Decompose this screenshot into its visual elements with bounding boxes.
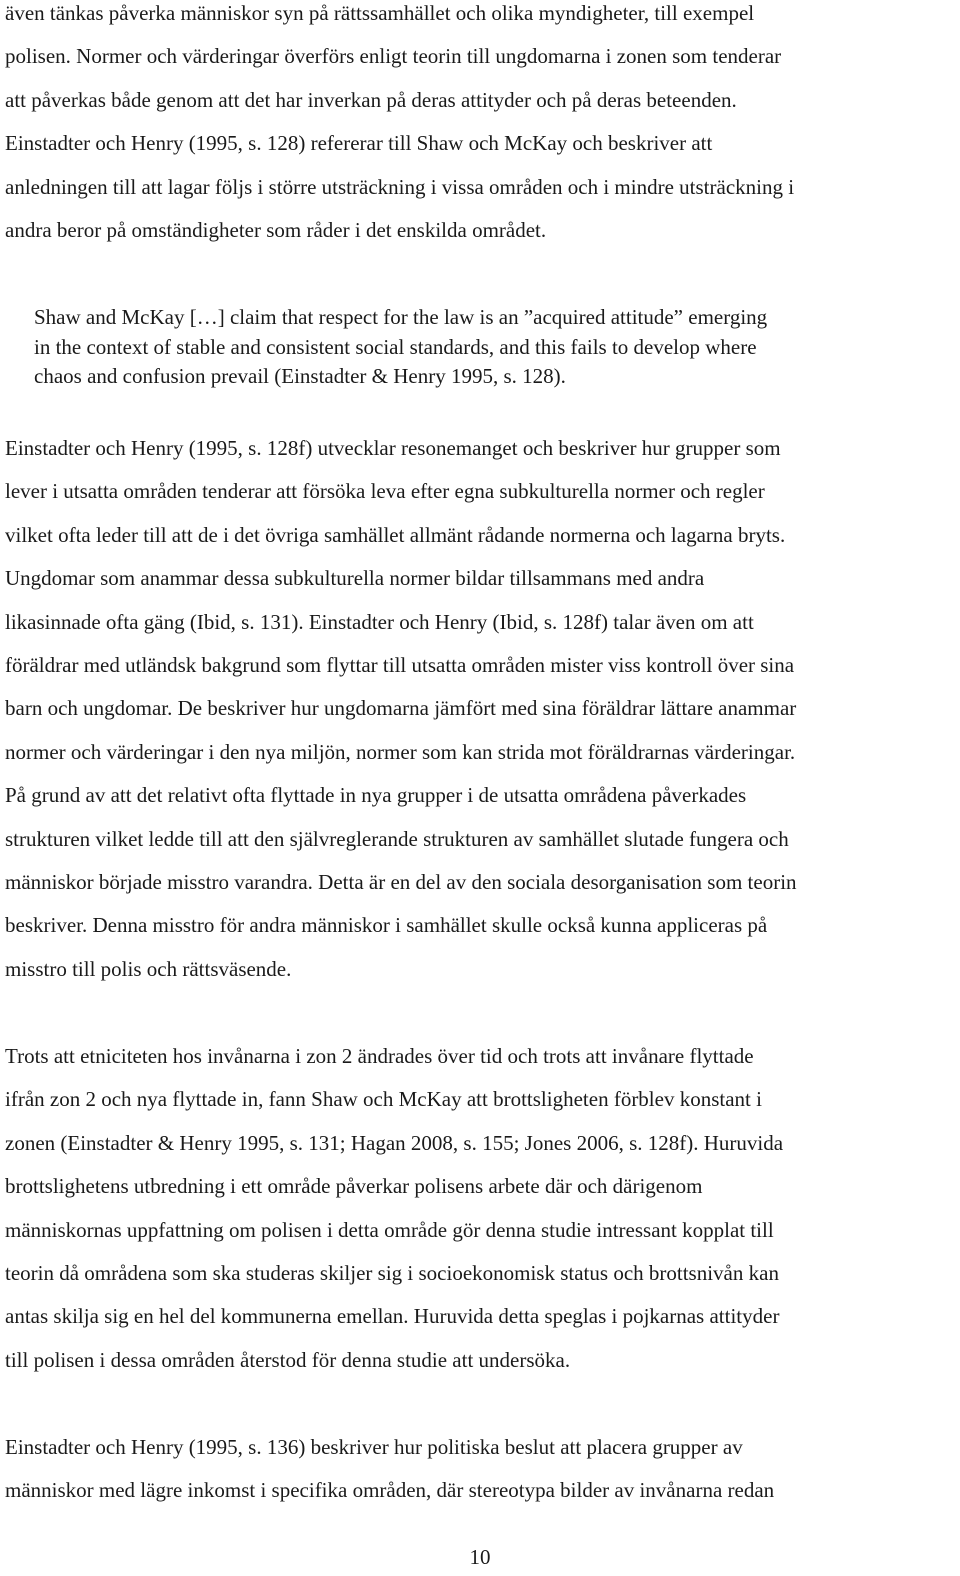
text-line: att påverkas både genom att det har inverkan på deras attityder och på deras beteenden. bbox=[5, 87, 737, 112]
text-line: andra beror på omständigheter som råder i det enskilda området. bbox=[5, 217, 547, 242]
text-line: teorin då områdena som ska studeras skiljer sig i socioekonomisk status och brottsnivån kan bbox=[5, 1260, 779, 1285]
text-line: zonen (Einstadter & Henry 1995, s. 131; Hagan 2008, s. 155; Jones 2006, s. 128f). Huruvida bbox=[5, 1130, 784, 1155]
text-line: likasinnade ofta gäng (Ibid, s. 131). Einstadter och Henry (Ibid, s. 128f) talar även om att bbox=[5, 609, 754, 634]
text-line: människornas uppfattning om polisen i detta område gör denna studie intressant kopplat till bbox=[5, 1217, 774, 1242]
text-line: människor med lägre inkomst i specifika områden, där stereotypa bilder av invånarna redan bbox=[5, 1478, 775, 1503]
page-number: 10 bbox=[469, 1545, 491, 1569]
text-line: misstro till polis och rättsväsende. bbox=[5, 956, 292, 981]
text-line: föräldrar med utländsk bakgrund som flyttar till utsatta områden mister viss kontroll över sina bbox=[5, 652, 795, 677]
quote-line: in the context of stable and consistent social standards, and this fails to develop where bbox=[34, 334, 757, 359]
text-line: antas skilja sig en hel del kommunerna emellan. Huruvida detta speglas i pojkarnas attityder bbox=[5, 1304, 780, 1329]
text-line: strukturen vilket ledde till att den självreglerande strukturen av samhället slutade fungera och bbox=[5, 826, 789, 851]
text-line: barn och ungdomar. De beskriver hur ungdomarna jämfört med sina föräldrar lättare anammar bbox=[5, 696, 797, 721]
text-line: På grund av att det relativt ofta flyttade in nya grupper i de utsatta områdena påverkades bbox=[5, 783, 747, 808]
text-line: anledningen till att lagar följs i större utsträckning i vissa områden och i mindre utsträckning i bbox=[5, 174, 795, 199]
text-line: även tänkas påverka människor syn på rättssamhället och olika myndigheter, till exempel bbox=[5, 1, 755, 25]
text-line: brottslighetens utbredning i ett område påverkar polisens arbete där och därigenom bbox=[5, 1174, 703, 1199]
text-line: beskriver. Denna misstro för andra människor i samhället skulle också kunna appliceras på bbox=[5, 913, 768, 938]
text-line: människor började misstro varandra. Detta är en del av den sociala desorganisation som teorin bbox=[5, 869, 797, 894]
paragraph-1 bbox=[5, 0, 960, 260]
text-line: Ungdomar som anammar dessa subkulturella normer bildar tillsammans med andra bbox=[5, 566, 705, 591]
text-line: polisen. Normer och värderingar överförs enligt teorin till ungdomarna i zonen som tenderar bbox=[5, 44, 782, 69]
paragraph-4 bbox=[5, 1434, 960, 1521]
text-line: lever i utsatta områden tenderar att försöka leva efter egna subkulturella normer och regler bbox=[5, 479, 765, 504]
paragraph-2 bbox=[5, 435, 960, 999]
paragraph-3 bbox=[5, 1043, 960, 1390]
quote-line: Shaw and McKay […] claim that respect for the law is an ”acquired attitude” emerging bbox=[34, 305, 768, 329]
text-line: Einstadter och Henry (1995, s. 136) beskriver hur politiska beslut att placera grupper av bbox=[5, 1435, 743, 1459]
block-quote bbox=[34, 304, 934, 393]
text-line: Trots att etniciteten hos invånarna i zon 2 ändrades över tid och trots att invånare flyttade bbox=[5, 1044, 754, 1068]
text-line: normer och värderingar i den nya miljön, normer som kan strida mot föräldrarnas värderingar. bbox=[5, 739, 796, 764]
text-line: Einstadter och Henry (1995, s. 128f) utvecklar resonemanget och beskriver hur grupper som bbox=[5, 436, 781, 460]
text-line: Einstadter och Henry (1995, s. 128) refererar till Shaw och McKay och beskriver att bbox=[5, 131, 713, 156]
text-line: vilket ofta leder till att de i det övriga samhället allmänt rådande normerna och lagarna bryts. bbox=[5, 522, 786, 547]
text-line: ifrån zon 2 och nya flyttade in, fann Shaw och McKay att brottsligheten förblev konstant i bbox=[5, 1087, 762, 1112]
text-line: till polisen i dessa områden återstod för denna studie att undersöka. bbox=[5, 1347, 571, 1372]
quote-line: chaos and confusion prevail (Einstadter & Henry 1995, s. 128). bbox=[34, 364, 566, 388]
